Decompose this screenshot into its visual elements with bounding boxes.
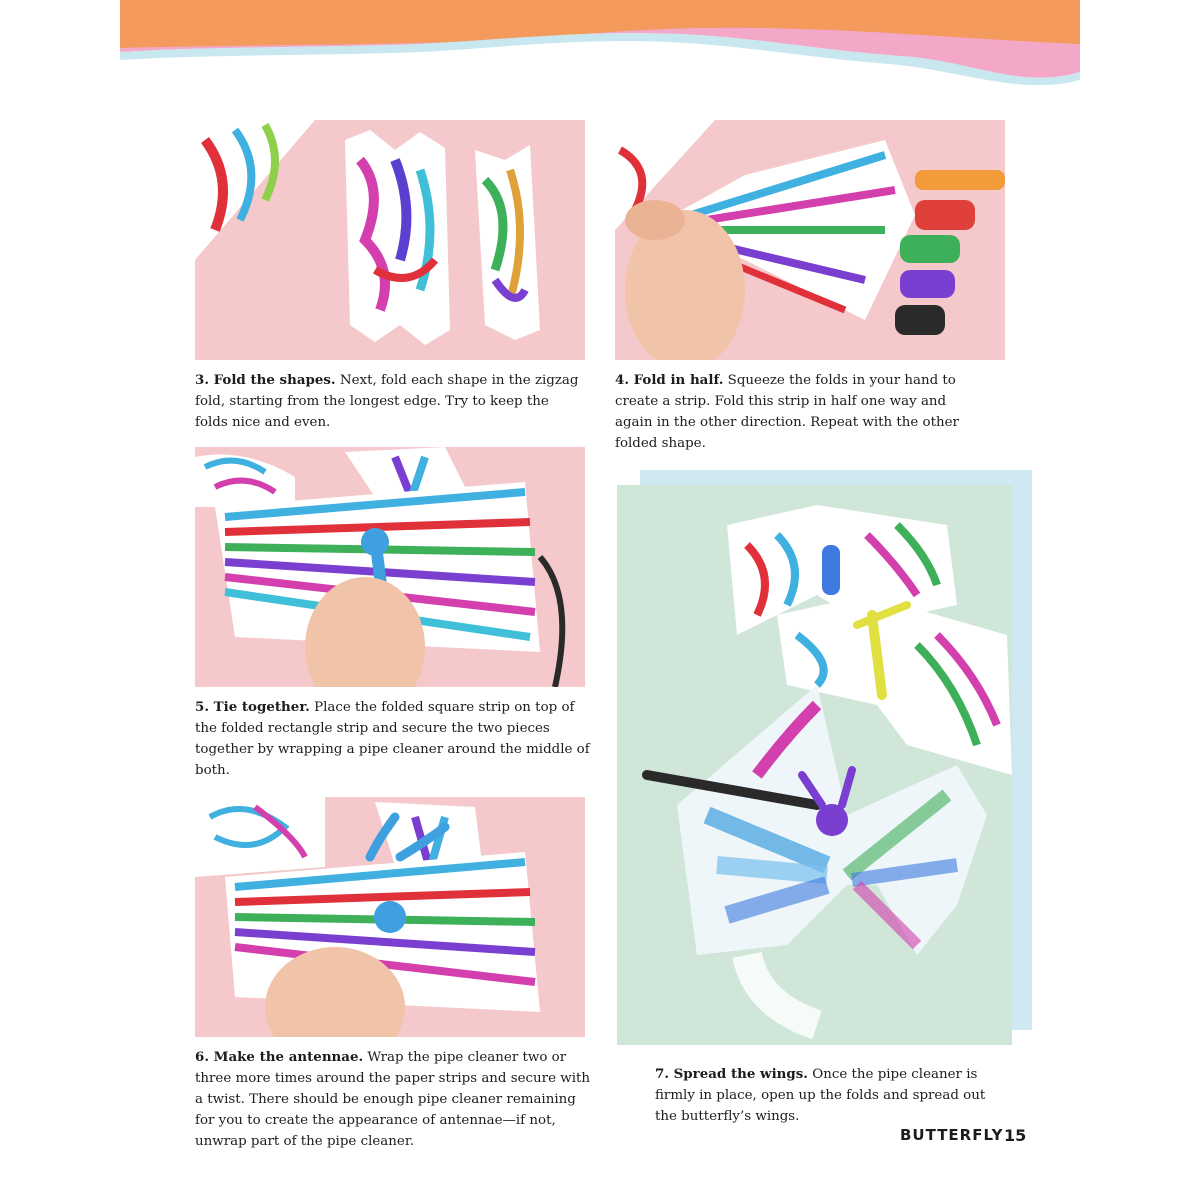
step6-caption <box>195 1047 590 1152</box>
step4-title: 4. Fold in half. <box>615 372 724 388</box>
step5-photo <box>195 447 585 687</box>
step3-title: 3. Fold the shapes. <box>195 372 336 388</box>
step6-photo <box>195 797 585 1037</box>
book-page <box>120 0 1080 1200</box>
step5-caption <box>195 697 590 781</box>
step7-text: Once the pipe cleaner is firmly in place, open up the folds and spread out the butterfly’s wings. <box>655 1067 986 1124</box>
step3-text: Next, fold each shape in the zigzag fold, starting from the longest edge. Try to keep the folds nice and even. <box>195 373 579 430</box>
step7-caption <box>655 1064 1000 1127</box>
step5-title: 5. Tie together. <box>195 699 310 715</box>
step4-photo <box>615 120 1005 360</box>
step5-text: Place the folded square strip on top of the folded rectangle strip and secure the two pieces together by wrapping a pipe cleaner around the middle of both. <box>195 700 590 778</box>
step6-title: 6. Make the antennae. <box>195 1049 364 1065</box>
top-banner <box>120 0 1080 100</box>
page-number: 15 <box>1004 1126 1027 1145</box>
step7-title: 7. Spread the wings. <box>655 1066 808 1082</box>
section-label: BUTTERFLY <box>900 1126 1004 1144</box>
step4-text: Squeeze the folds in your hand to create a strip. Fold this strip in half one way and again in the other direction. Repeat with the other folded shape. <box>615 373 959 451</box>
step7-photo <box>617 485 1012 1045</box>
step3-photo <box>195 120 585 360</box>
step4-caption <box>615 370 985 454</box>
step3-caption <box>195 370 585 433</box>
step6-text: Wrap the pipe cleaner two or three more times around the paper strips and secure with a twist. There should be enough pipe cleaner remaining for you to create the appearance of antennae—if not, unwrap part of the pipe cleaner. <box>195 1050 591 1149</box>
